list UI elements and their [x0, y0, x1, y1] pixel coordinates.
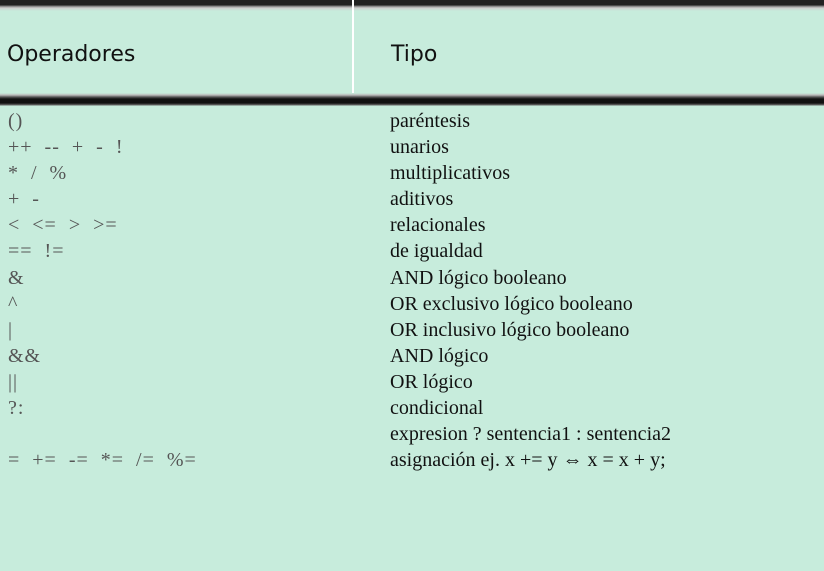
table-row [0, 134, 824, 160]
type-cell: multiplicativos [390, 162, 510, 185]
operator-cell: | [8, 318, 14, 341]
operator-cell: = += -= *= /= %= [8, 449, 197, 472]
table-row [0, 395, 824, 421]
table-row [0, 160, 824, 186]
type-cell: de igualdad [390, 240, 483, 263]
operator-cell: + - [8, 188, 40, 211]
table-row [0, 317, 824, 343]
table-row [0, 291, 824, 317]
operator-cell: && [8, 344, 42, 367]
table-row [0, 265, 824, 291]
header-operators: Operadores [7, 42, 136, 67]
operator-cell: () [8, 110, 24, 132]
type-cell: OR exclusivo lógico booleano [390, 292, 633, 315]
table-row [0, 108, 824, 134]
operator-cell: ^ [8, 292, 19, 315]
type-cell: AND lógico [390, 344, 489, 367]
table-row [0, 343, 824, 369]
header-row [0, 11, 824, 93]
table-body [0, 108, 824, 473]
table-row [0, 238, 824, 264]
type-cell: OR inclusivo lógico booleano [390, 318, 630, 341]
operator-cell: & [8, 266, 25, 289]
type-cell: AND lógico booleano [390, 266, 567, 289]
table-row [0, 369, 824, 395]
type-cell: paréntesis [390, 110, 470, 132]
type-cell: aditivos [390, 188, 454, 211]
table-row [0, 421, 824, 447]
type-cell: asignación ej. x += y ⇔ x = x + y; [390, 449, 666, 472]
operator-cell: < <= > >= [8, 214, 118, 237]
table-row [0, 212, 824, 238]
table-row [0, 186, 824, 212]
type-cell: OR lógico [390, 370, 473, 393]
header-type: Tipo [391, 42, 438, 67]
top-rule [0, 0, 824, 11]
type-cell: expresion ? sentencia1 : sentencia2 [390, 423, 671, 446]
type-cell: condicional [390, 397, 484, 420]
operator-cell: || [8, 370, 19, 393]
table-row [0, 447, 824, 473]
operator-cell: ?: [8, 397, 25, 420]
operator-cell: * / % [8, 162, 68, 185]
type-cell: unarios [390, 136, 449, 159]
operator-cell: == != [8, 240, 65, 263]
type-cell: relacionales [390, 214, 486, 237]
operator-cell: ++ -- + - ! [8, 136, 124, 159]
header-rule [0, 93, 824, 106]
